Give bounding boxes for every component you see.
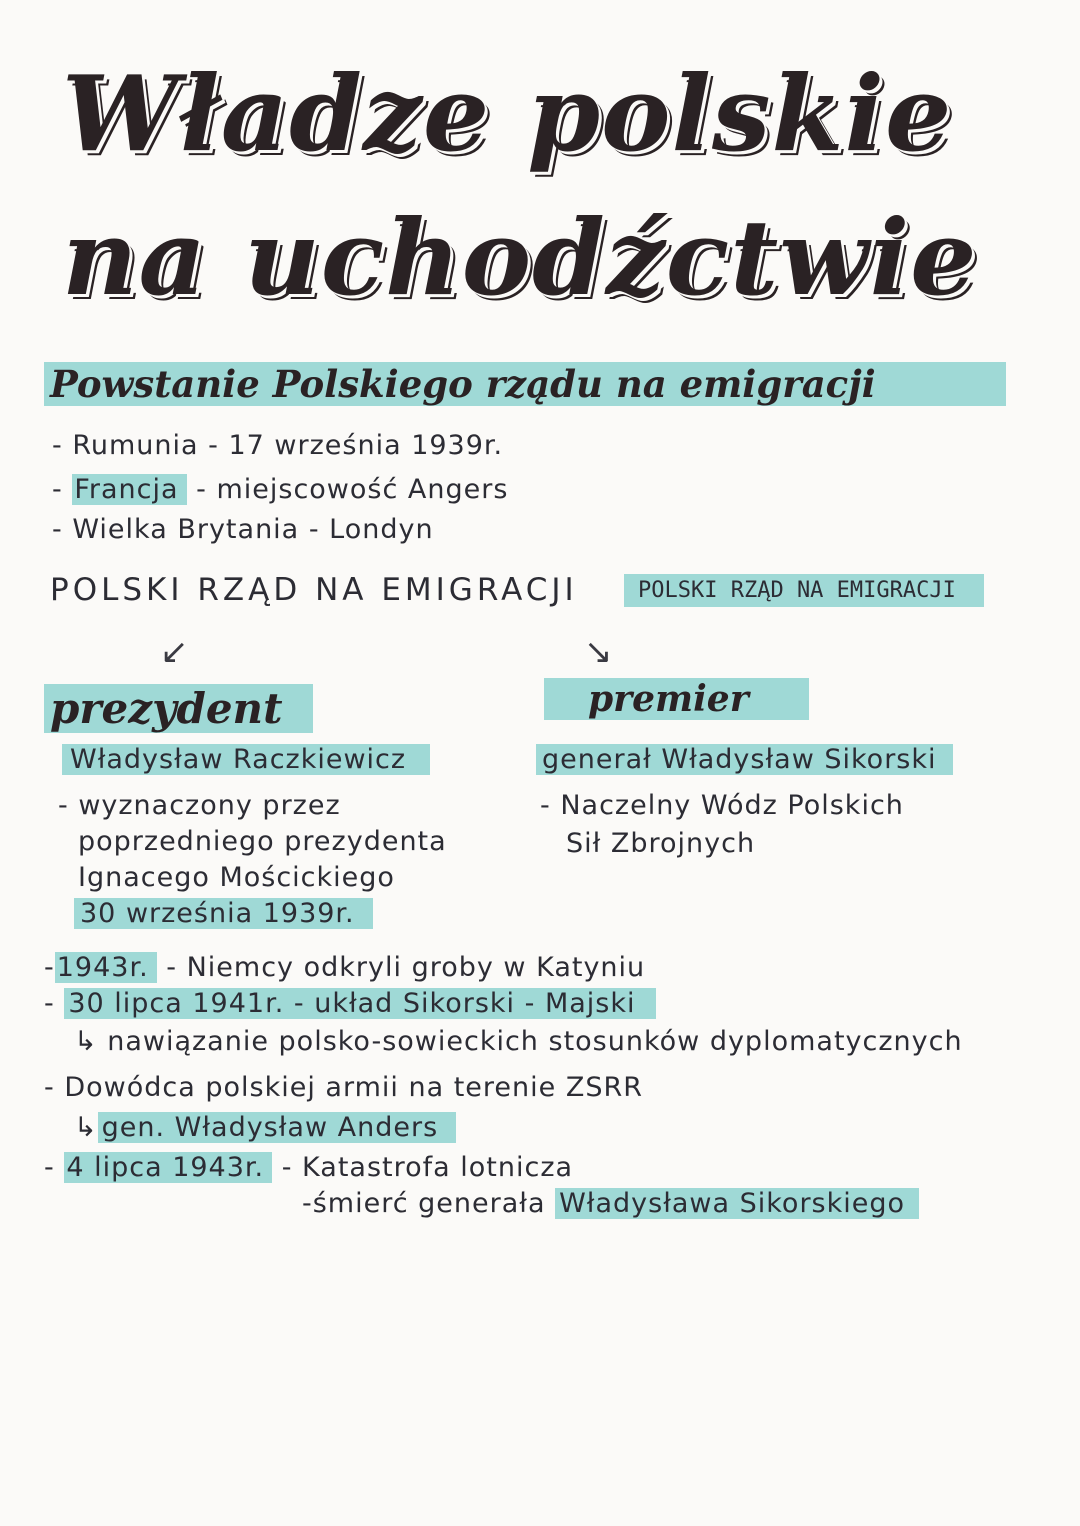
event-sub: ↳ gen. Władysław Anders bbox=[74, 1112, 456, 1143]
country-label: Rumunia bbox=[72, 430, 199, 461]
list-item: - Francja - miejscowość Angers bbox=[52, 474, 509, 505]
president-name: Władysław Raczkiewicz bbox=[62, 744, 430, 775]
premier-name: generał Władysław Sikorski bbox=[536, 744, 953, 775]
event-item: - 4 lipca 1943r. - Katastrofa lotnicza bbox=[44, 1152, 574, 1183]
event-date: 30 lipca 1941r. - układ Sikorski - Majski bbox=[64, 988, 655, 1019]
president-line: poprzedniego prezydenta bbox=[78, 826, 447, 857]
list-item: - Wielka Brytania - Londyn bbox=[52, 514, 434, 545]
event-item: - 30 lipca 1941r. - układ Sikorski - Majski bbox=[44, 988, 656, 1019]
president-heading: prezydent bbox=[44, 684, 313, 733]
premier-line: Sił Zbrojnych bbox=[566, 828, 756, 859]
event-item: -1943r. - Niemcy odkryli groby w Katyniu bbox=[44, 952, 646, 983]
section-heading: Powstanie Polskiego rządu na emigracji bbox=[44, 362, 1006, 406]
event-sub: ↳ nawiązanie polsko-sowieckich stosunków dyplomatycznych bbox=[74, 1026, 963, 1057]
arrow-right-icon: ↘ bbox=[584, 632, 613, 672]
event-date: 4 lipca 1943r. bbox=[64, 1152, 272, 1183]
government-label-boxed: POLSKI RZĄD NA EMIGRACJI bbox=[624, 574, 984, 607]
country-label: Wielka Brytania bbox=[72, 514, 300, 545]
arrow-return-icon: ↳ bbox=[74, 1026, 108, 1057]
premier-line: - Naczelny Wódz Polskich bbox=[540, 790, 904, 821]
event-date: 1943r. bbox=[55, 952, 157, 983]
country-label: Francja bbox=[72, 474, 186, 505]
premier-heading: premier bbox=[544, 678, 809, 720]
page-title-line-2: na uchodźctwie bbox=[62, 196, 978, 319]
event-item: - Dowódca polskiej armii na terenie ZSRR bbox=[44, 1072, 643, 1103]
arrow-left-icon: ↙ bbox=[160, 632, 189, 672]
event-sub: -śmierć generała Władysława Sikorskiego bbox=[302, 1188, 919, 1219]
president-line: - wyznaczony przez bbox=[58, 790, 341, 821]
president-date: 30 września 1939r. bbox=[74, 898, 373, 929]
list-item: - Rumunia - 17 września 1939r. bbox=[52, 430, 504, 461]
president-line: Ignacego Mościckiego bbox=[78, 862, 395, 893]
arrow-return-icon: ↳ bbox=[74, 1112, 98, 1143]
page-title-line-1: Władze polskie bbox=[62, 52, 953, 175]
government-label: POLSKI RZĄD NA EMIGRACJI bbox=[50, 572, 578, 608]
